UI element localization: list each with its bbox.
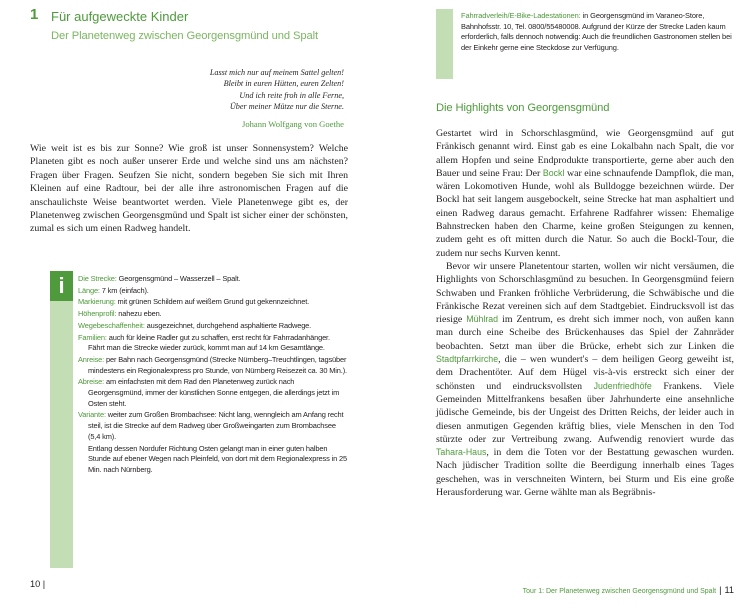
rental-info-label: Fahrradverleih/E-Bike-Ladestationen:: [461, 11, 581, 20]
info-icon: i: [50, 271, 73, 301]
chapter-subtitle: Der Planetenweg zwischen Georgensgmünd und Spalt: [51, 30, 318, 42]
info-row-variante: [78, 410, 348, 442]
info-label: Länge:: [78, 285, 100, 295]
highlight-term: Mühlrad: [466, 314, 499, 325]
info-label: Anreise:: [78, 354, 105, 364]
info-row-abreise: [78, 377, 348, 409]
chapter-number: 1: [30, 6, 39, 23]
info-label: Variante:: [78, 410, 106, 420]
highlight-term: Tahara-Haus: [436, 447, 487, 458]
info-row-familien: [78, 333, 348, 354]
body-paragraph: [436, 127, 734, 260]
text-run: Gestartet wird in Schorschlasgmünd, wie Georgensgmünd auf gut Fränkisch genannt wird. Einst gab es eine Lokalbahn nach Spalt, die vor allem Hopfen und seine Endprodukte transportierte, gerne aber auch den Bauer und seine Frau: Der: [436, 128, 734, 179]
page-footer-right: [523, 580, 734, 598]
text-run: Bevor wir unsere Planetentour starten, wollen wir nicht versäumen, die Highlights von Schorschlasgmünd zu besuchen. In Georgensgmünd feiern Schwaben und Franken fröhliche Verbrüderung, die Schwäbische und die Fränkische Rezat vereinen sich auf dem Stadtgebiet. Eindrucksvoll ist das riesige: [436, 260, 734, 326]
info-label: Markierung:: [78, 297, 116, 307]
info-label: Wegebeschaffenheit:: [78, 320, 145, 330]
poem-line: Lasst mich nur auf meinem Sattel gelten!: [209, 68, 344, 77]
info-row-markierung: [78, 297, 348, 308]
poem-line: Bleibt in euren Hütten, euren Zelten!: [223, 79, 344, 89]
rental-info-content: [461, 11, 733, 53]
info-box-content: [78, 274, 348, 477]
info-label: Die Strecke:: [78, 274, 117, 283]
info-text: per Bahn nach Georgensgmünd (Strecke Nürnberg–Treuchtlingen, tagsüber mindestens ein Regionalexpress pro Stunde, von Nürnberg Reisezeit ca. 30 Min.).: [88, 354, 347, 375]
text-run: , die – wen wundert's – dem heiligen Georg geweiht ist, dem Drachentöter. Auf dem Hügel vis-à-vis erstreckt sich einer der schönsten und eindrucksvollsten: [436, 354, 734, 392]
text-run: , in dem die Toten vor der Bestattung gewaschen wurden. Nach jüdischer Tradition sollte die Beerdigung innerhalb eines Tages geschehen, was in verschneiten Wintern, bei Sturm und Eis eine große Herausforderung war. Gerne wählte man als Begräbnis-: [436, 447, 734, 499]
page-number-left: 10 |: [30, 579, 46, 589]
info-label: Familien:: [78, 332, 107, 342]
rental-info-bar: [436, 9, 453, 79]
info-row-laenge: [78, 286, 348, 297]
body-text: [436, 127, 734, 499]
folio-separator: |: [719, 585, 722, 595]
info-row-anreise: [78, 355, 348, 376]
info-text: weiter zum Großen Brombachsee: Nicht lang, wenngleich am Anfang recht steil, ist die Strecke auf dem Radweg über Großweingarten zum Brombachsee (5,4 km).: [88, 410, 344, 441]
info-text: 7 km (einfach).: [99, 285, 149, 295]
rental-info-box: [436, 9, 734, 79]
highlight-term: Judenfriedhöfe: [593, 380, 652, 391]
intro-paragraph: Wie weit ist es bis zur Sonne? Wie groß ist unser Sonnensystem? Welche Planeten gibt es noch außer unserer Erde und welche sind uns am nächsten? Fragen über Fragen. Seufzen Sie nicht, sondern begeben Sie sich mit Ihren Kleinen auf eine Radtour, bei der alle ihre astronomischen Fragen auf die anschaulichste Weise beantwortet werden. Viele Planetenwege gibt es, der Planetenweg zwischen Georgensgmünd und Spalt ist sicher einer der schönsten, zumal es sich um einen Radweg handelt.: [30, 143, 348, 235]
poem-line: Und ich reite froh in alle Ferne,: [239, 90, 344, 100]
info-row-variante-extra: Entlang dessen Nordufer Richtung Osten gelangt man in einer guten halben Stunde auf ebener Wegen nach Pleinfeld, von dort mit dem Regionalexpress in 25 Min. nach Nürnberg.: [88, 443, 347, 474]
info-row-wegebeschaffenheit: [78, 321, 348, 332]
info-text: auch für kleine Radler gut zu schaffen, erst recht für Fahrradanhänger. Fährt man die Strecke wieder zurück, kommt man auf 14 km Gesamtlänge.: [88, 332, 330, 353]
text-run: im Zentrum, es dreht sich immer noch, von außen kann man durch eine Scheibe des Brückenhauses das Spiel der Zahnräder beobachten. Setzt man über die Brücke, erhebt sich zur Linken die: [436, 314, 734, 352]
info-text: mit grünen Schildern auf weißem Grund gut gekennzeichnet.: [115, 297, 310, 307]
info-text: ausgezeichnet, durchgehend asphaltierte Radwege.: [144, 320, 312, 330]
text-run: war eine schnaufende Dampflok, die man, wären Lokomotiven Hunde, wohl als Bulldogge bezeichnen würde. Der Bockl hat seit langem ausgebockelt, seine Strecke hat man asphaltiert und einen Radweg daraus gemacht. Erfahrene Radfahrer wissen: Ehemalige Bahnstrecken haben den Charme, keine großen Steigungen zu kennen, zudem geht es oft mitten durch die Natur. So auch die Bockl-Tour, die zudem nur sechs Kurven kennt.: [436, 167, 734, 259]
info-box: [50, 271, 346, 568]
highlight-term: Bockl: [542, 167, 565, 178]
info-box-bar: [50, 271, 73, 568]
rental-info-text: in Georgensgmünd im Varaneo-Store, Bahnhofsstr. 10, Tel. 0800/55480008. Aufgrund der Kürze der Strecke Laden kaum erforderlich, falls dennoch notwendig: Auch die freundlichen Gastronomen stellen bei der Einkehr gerne eine Steckdose zur Verfügung.: [461, 11, 732, 52]
highlight-term: Stadtpfarrkirche: [436, 354, 499, 365]
poem: [94, 67, 344, 113]
running-head: Tour 1: Der Planetenweg zwischen Georgensgmünd und Spalt: [522, 588, 717, 595]
info-row-hoehenprofil: [78, 309, 348, 320]
text-run: Frankens. Viele Gemeinden Mittelfrankens besaßen über Jahrhunderte eine ansehnliche jüdische Gemeinde, bis der Ungeist des Dritten Reichs, der leider auch in diesen anmutigen Gegenden kräftig blies, viele Menschen in den Tod stürzte oder zur Vertreibung zwang. Aufwendig renoviert wurde das: [436, 380, 734, 445]
section-heading: Die Highlights von Georgensgmünd: [436, 102, 610, 114]
info-text: am einfachsten mit dem Rad den Planetenweg zurück nach Georgensgmünd, immer der künstlichen Sonne entgegen, die allerdings jetzt im Osten steht.: [88, 377, 340, 408]
right-page: [378, 0, 756, 604]
folio-number: 10: [30, 579, 41, 589]
info-text: Georgensgmünd – Wasserzell – Spalt.: [116, 274, 241, 283]
info-row-strecke: [78, 274, 348, 285]
chapter-title: Für aufgeweckte Kinder: [51, 9, 189, 24]
poem-line: Über meiner Mütze nur die Sterne.: [229, 102, 344, 112]
info-label: Abreise:: [78, 377, 105, 387]
folio-number: 11: [724, 585, 734, 595]
info-label: Höhenprofil:: [78, 309, 117, 319]
info-text: nahezu eben.: [116, 309, 162, 319]
poem-author: Johann Wolfgang von Goethe: [241, 119, 344, 129]
body-paragraph: [436, 260, 734, 499]
